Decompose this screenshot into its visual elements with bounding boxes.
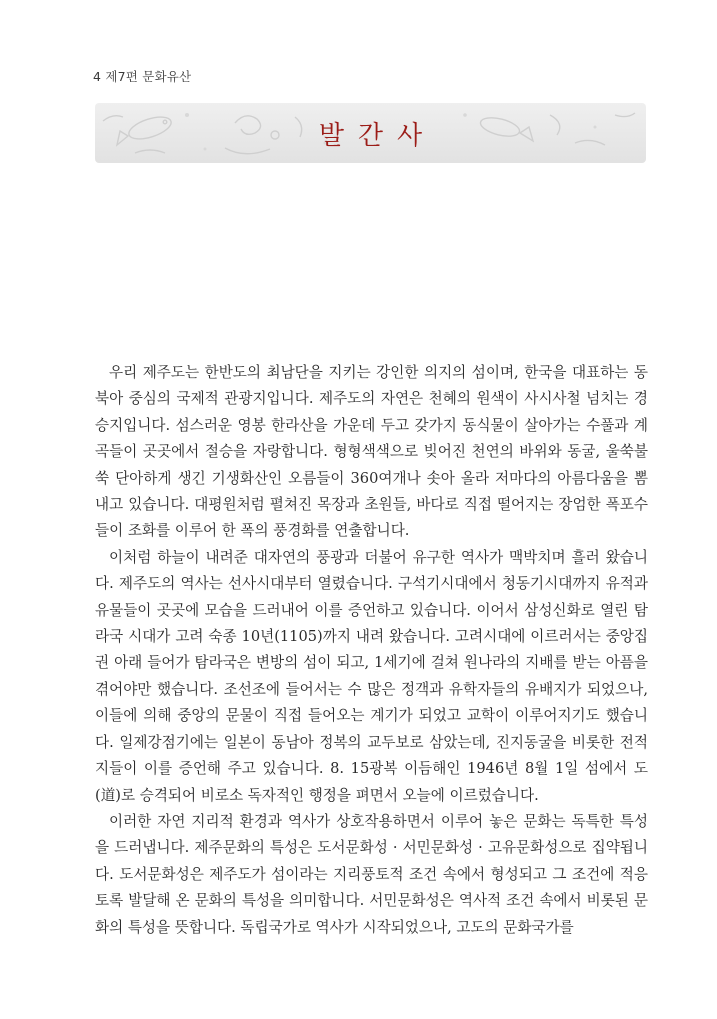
preface-body [95,360,648,941]
paragraph-1: 우리 제주도는 한반도의 최남단을 지키는 강인한 의지의 섬이며, 한국을 대표하는 동북아 중심의 국제적 관광지입니다. 제주도의 자연은 천혜의 원색이 사시사철 넘치는 경승지입니다. 섬스러운 영봉 한라산을 가운데 두고 갖가지 동식물이 살아가는 수풀과 계곡들이 곳곳에서 절승을 자랑합니다. 형형색색으로 빚어진 천연의 바위와 동굴, 울쑥불쑥 단아하게 생긴 기생화산인 오름들이 360여개나 솟아 올라 저마다의 아름다움을 뽐내고 있습니다. 대평원처럼 펼쳐진 목장과 초원들, 바다로 직접 떨어지는 장엄한 폭포수들이 조화를 이루어 한 폭의 풍경화를 연출합니다. [95,364,648,540]
page-title: 발간사 [318,121,437,151]
paragraph-3: 이러한 자연 지리적 환경과 역사가 상호작용하면서 이루어 놓은 문화는 독특한 특성을 드러냅니다. 제주문화의 특성은 도서문화성 · 서민문화성 · 고유문화성으로 집약됩니다. 도서문화성은 제주도가 섬이라는 지리풍토적 조건 속에서 형성되고 그 조건에 적응토록 발달해 온 문화의 특성을 의미합니다. 서민문화성은 역사적 조건 속에서 비롯된 문화의 특성을 뜻합니다. 독립국가로 역사가 시작되었으나, 고도의 문화국가를 [95,812,648,936]
title-banner [95,103,646,163]
running-header: 4 제7편 문화유산 [93,69,192,84]
paragraph-2: 이처럼 하늘이 내려준 대자연의 풍광과 더불어 유구한 역사가 맥박치며 흘러 왔습니다. 제주도의 역사는 선사시대부터 열렸습니다. 구석기시대에서 청동기시대까지 유적과 유물들이 곳곳에 모습을 드러내어 이를 증언하고 있습니다. 이어서 삼성신화로 열린 탐라국 시대가 고려 숙종 10년(1105)까지 내려 왔습니다. 고려시대에 이르러서는 중앙집권 아래 들어가 탐라국은 변방의 섬이 되고, 1세기에 걸쳐 원나라의 지배를 받는 아픔을 겪어야만 했습니다. 조선조에 들어서는 수 많은 정객과 유학자들의 유배지가 되었으나, 이들에 의해 중앙의 문물이 직접 들어오는 계기가 되었고 교학이 이루어지기도 했습니다. 일제강점기에는 일본이 동남아 정복의 교두보로 삼았는데, 진지동굴을 비롯한 전적지들이 이를 증언해 주고 있습니다. 8. 15광복 이듬해인 1946년 8월 1일 섬에서 도(道)로 승격되어 비로소 독자적인 행정을 펴면서 오늘에 이르렀습니다. [95,548,648,804]
